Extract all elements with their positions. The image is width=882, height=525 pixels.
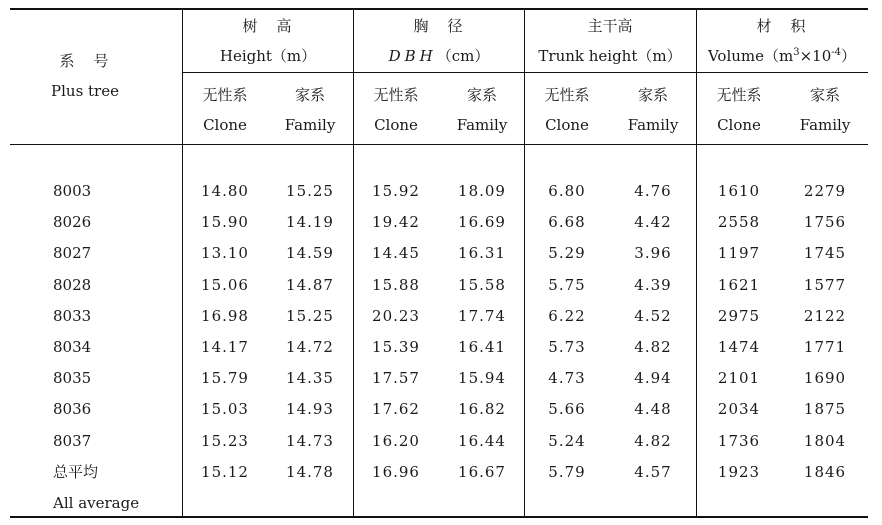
value-cell: 19.42 bbox=[372, 213, 420, 231]
value-cell: 1736 bbox=[717, 432, 761, 450]
value-cell: 14.80 bbox=[201, 182, 249, 200]
value-cell: 15.92 bbox=[372, 182, 420, 200]
value-cell: 14.45 bbox=[372, 244, 420, 262]
value-cell: 15.23 bbox=[201, 432, 249, 450]
value-cell: 16.31 bbox=[458, 244, 506, 262]
value-cell: 6.80 bbox=[548, 182, 586, 200]
value-cell: 15.39 bbox=[372, 338, 420, 356]
value-cell: 14.93 bbox=[286, 400, 334, 418]
value-cell: 17.74 bbox=[458, 307, 506, 325]
value-cell: 2034 bbox=[717, 400, 761, 418]
value-cell: 16.20 bbox=[372, 432, 420, 450]
dbh-abbrev: DBH bbox=[388, 47, 437, 65]
average-value-cell: 4.57 bbox=[634, 463, 672, 481]
average-value-cell: 15.12 bbox=[201, 463, 249, 481]
subhead-clone-en: Clone bbox=[545, 116, 589, 134]
value-cell: 2279 bbox=[803, 182, 847, 200]
value-cell: 5.29 bbox=[548, 244, 586, 262]
value-cell: 5.73 bbox=[548, 338, 586, 356]
value-cell: 1197 bbox=[717, 244, 761, 262]
col-divider bbox=[524, 8, 525, 518]
value-cell: 14.35 bbox=[286, 369, 334, 387]
subhead-family-cn: 家系 bbox=[466, 86, 498, 104]
col-divider bbox=[696, 8, 697, 518]
plus-tree-id: 8035 bbox=[53, 369, 92, 387]
plus-tree-id: 8033 bbox=[53, 307, 92, 325]
group-volume-cn: 材 积 bbox=[756, 17, 808, 35]
subhead-family-cn: 家系 bbox=[809, 86, 841, 104]
value-cell: 4.94 bbox=[634, 369, 672, 387]
data-table bbox=[10, 8, 868, 518]
plus-tree-id: 8034 bbox=[53, 338, 92, 356]
value-cell: 4.48 bbox=[634, 400, 672, 418]
value-cell: 1875 bbox=[803, 400, 847, 418]
value-cell: 3.96 bbox=[634, 244, 672, 262]
value-cell: 20.23 bbox=[372, 307, 420, 325]
volume-sup-1: 3 bbox=[793, 47, 800, 58]
value-cell: 1474 bbox=[717, 338, 761, 356]
value-cell: 5.66 bbox=[548, 400, 586, 418]
value-cell: 2122 bbox=[803, 307, 847, 325]
average-value-cell: 14.78 bbox=[286, 463, 334, 481]
col-divider bbox=[182, 8, 183, 518]
value-cell: 4.82 bbox=[634, 432, 672, 450]
value-cell: 16.41 bbox=[458, 338, 506, 356]
subhead-clone-cn: 无性系 bbox=[202, 86, 248, 104]
value-cell: 17.62 bbox=[372, 400, 420, 418]
value-cell: 2101 bbox=[717, 369, 761, 387]
value-cell: 15.25 bbox=[286, 307, 334, 325]
value-cell: 15.79 bbox=[201, 369, 249, 387]
value-cell: 15.94 bbox=[458, 369, 506, 387]
group-trunk-en: Trunk height（m） bbox=[538, 47, 682, 65]
subhead-clone-en: Clone bbox=[374, 116, 418, 134]
average-value-cell: 16.67 bbox=[458, 463, 506, 481]
group-dbh-cn: 胸 径 bbox=[413, 17, 465, 35]
subhead-clone-cn: 无性系 bbox=[544, 86, 590, 104]
value-cell: 1610 bbox=[717, 182, 761, 200]
average-value-cell: 5.79 bbox=[548, 463, 586, 481]
value-cell: 15.58 bbox=[458, 276, 506, 294]
value-cell: 4.52 bbox=[634, 307, 672, 325]
top-rule bbox=[10, 8, 868, 10]
rowhead-en: Plus tree bbox=[51, 82, 119, 100]
group-height-en: Height（m） bbox=[219, 47, 317, 65]
value-cell: 6.22 bbox=[548, 307, 586, 325]
subhead-clone-en: Clone bbox=[717, 116, 761, 134]
value-cell: 17.57 bbox=[372, 369, 420, 387]
value-cell: 14.19 bbox=[286, 213, 334, 231]
value-cell: 16.69 bbox=[458, 213, 506, 231]
value-cell: 15.03 bbox=[201, 400, 249, 418]
group-volume-en bbox=[708, 47, 856, 65]
average-value-cell: 16.96 bbox=[372, 463, 420, 481]
value-cell: 16.98 bbox=[201, 307, 249, 325]
value-cell: 1690 bbox=[803, 369, 847, 387]
volume-sup-2: -4 bbox=[831, 47, 842, 58]
value-cell: 16.82 bbox=[458, 400, 506, 418]
value-cell: 5.75 bbox=[548, 276, 586, 294]
plus-tree-id: 8037 bbox=[53, 432, 92, 450]
group-height-cn: 树 高 bbox=[242, 17, 294, 35]
average-value-cell: 1846 bbox=[803, 463, 847, 481]
value-cell: 1621 bbox=[717, 276, 761, 294]
group-trunk-cn: 主干高 bbox=[587, 17, 633, 35]
subhead-family-cn: 家系 bbox=[294, 86, 326, 104]
plus-tree-id: 8028 bbox=[53, 276, 92, 294]
value-cell: 18.09 bbox=[458, 182, 506, 200]
subhead-family-cn: 家系 bbox=[637, 86, 669, 104]
rowhead-cn: 系 号 bbox=[59, 52, 111, 70]
plus-tree-id: 8026 bbox=[53, 213, 92, 231]
bottom-rule bbox=[10, 516, 868, 518]
group-underline bbox=[182, 72, 868, 73]
value-cell: 13.10 bbox=[201, 244, 249, 262]
subhead-family-en: Family bbox=[456, 116, 508, 134]
value-cell: 4.76 bbox=[634, 182, 672, 200]
subhead-family-en: Family bbox=[284, 116, 336, 134]
value-cell: 1577 bbox=[803, 276, 847, 294]
plus-tree-id: 8027 bbox=[53, 244, 92, 262]
value-cell: 2558 bbox=[717, 213, 761, 231]
value-cell: 2975 bbox=[717, 307, 761, 325]
subhead-family-en: Family bbox=[627, 116, 679, 134]
average-label-en: All average bbox=[53, 494, 140, 512]
value-cell: 15.25 bbox=[286, 182, 334, 200]
header-bottom-rule bbox=[10, 144, 868, 145]
value-cell: 4.39 bbox=[634, 276, 672, 294]
value-cell: 6.68 bbox=[548, 213, 586, 231]
value-cell: 14.17 bbox=[201, 338, 249, 356]
col-divider bbox=[353, 8, 354, 518]
dbh-unit: （cm） bbox=[436, 47, 490, 65]
subhead-clone-cn: 无性系 bbox=[373, 86, 419, 104]
value-cell: 1804 bbox=[803, 432, 847, 450]
value-cell: 1756 bbox=[803, 213, 847, 231]
subhead-clone-cn: 无性系 bbox=[716, 86, 762, 104]
value-cell: 14.72 bbox=[286, 338, 334, 356]
value-cell: 15.88 bbox=[372, 276, 420, 294]
value-cell: 4.82 bbox=[634, 338, 672, 356]
value-cell: 4.42 bbox=[634, 213, 672, 231]
value-cell: 14.59 bbox=[286, 244, 334, 262]
value-cell: 14.73 bbox=[286, 432, 334, 450]
plus-tree-id: 8036 bbox=[53, 400, 92, 418]
subhead-family-en: Family bbox=[799, 116, 851, 134]
group-dbh-en bbox=[389, 47, 490, 65]
value-cell: 4.73 bbox=[548, 369, 586, 387]
value-cell: 1745 bbox=[803, 244, 847, 262]
value-cell: 15.90 bbox=[201, 213, 249, 231]
volume-suffix: ） bbox=[841, 47, 857, 65]
value-cell: 16.44 bbox=[458, 432, 506, 450]
average-label-cn: 总平均 bbox=[53, 463, 99, 481]
average-value-cell: 1923 bbox=[717, 463, 761, 481]
volume-prefix: Volume（m bbox=[707, 47, 794, 65]
plus-tree-id: 8003 bbox=[53, 182, 92, 200]
value-cell: 1771 bbox=[803, 338, 847, 356]
volume-mid: ×10 bbox=[799, 47, 832, 65]
subhead-clone-en: Clone bbox=[203, 116, 247, 134]
value-cell: 5.24 bbox=[548, 432, 586, 450]
value-cell: 14.87 bbox=[286, 276, 334, 294]
value-cell: 15.06 bbox=[201, 276, 249, 294]
